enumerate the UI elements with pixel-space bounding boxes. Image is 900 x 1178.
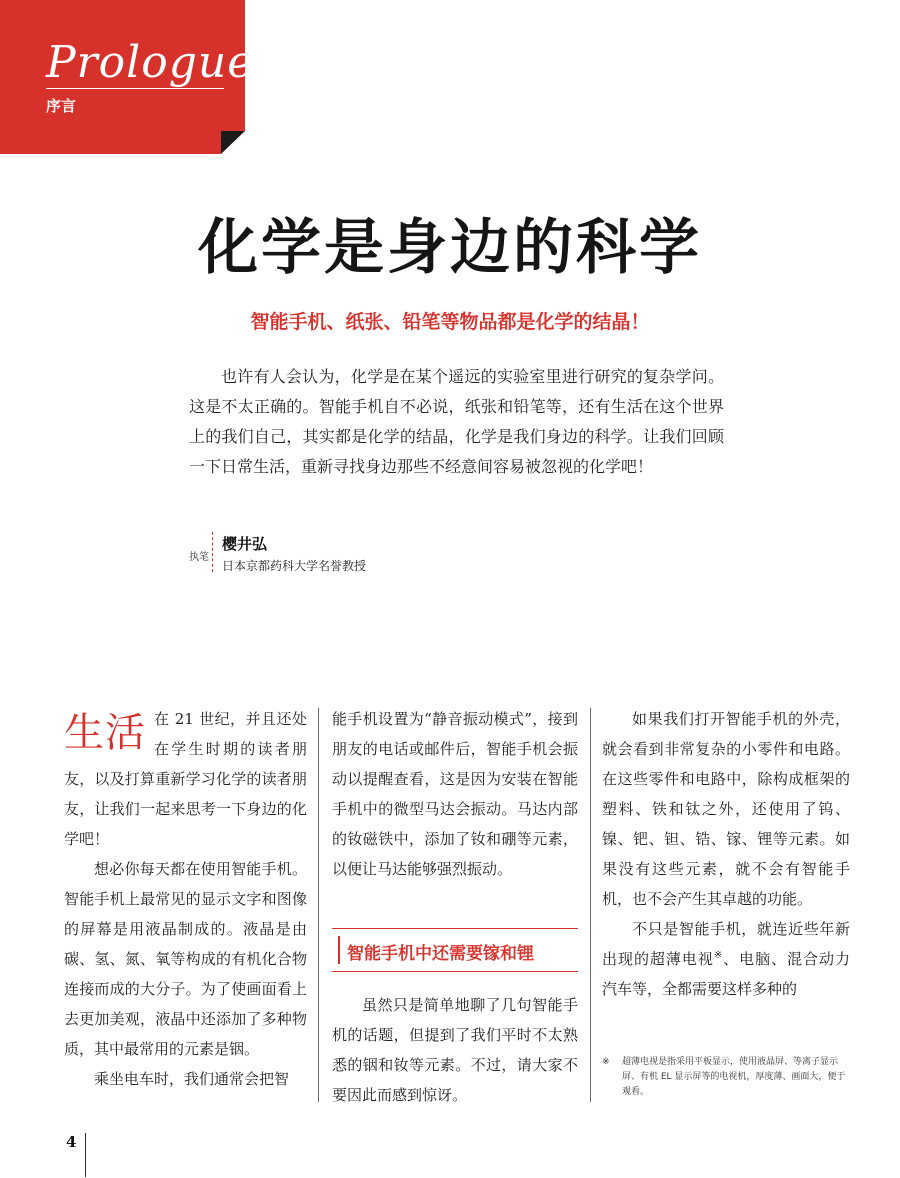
section-heading-text: 智能手机中还需要镓和锂 [347,944,534,964]
banner-fold [221,131,245,154]
body-paragraph: 想必你每天都在使用智能手机。智能手机上最常见的显示文字和图像的屏幕是用液晶制成的。液晶是由碳、氢、氮、氧等构成的有机化合物连接而成的大分子。为了使画面看上去更加美观，液晶中还添加了多种物质，其中最常用的元素是铟。 [64,860,307,1058]
body-column-1 [64,704,307,1094]
page-subtitle: 智能手机、纸张、铅笔等物品都是化学的结晶！ [250,311,650,333]
paragraph-text: 在 21 世纪，并且还处在学生时期的读者朋友，以及打算重新学习化学的读者朋友，让我们一起来思考一下身边的化学吧！ [64,710,307,848]
author-name: 樱井弘 [222,535,268,553]
drop-cap: 生活 [64,710,146,756]
body-paragraph [602,914,850,1004]
author-divider [212,532,213,572]
body-paragraph [64,704,307,854]
body-paragraph: 能手机设置为“静音振动模式”，接到朋友的电话或邮件后，智能手机会振动以提醒查看，这是因为安装在智能手机中的微型马达会振动。马达内部的钕磁铁中，添加了钕和硼等元素，以便让马达能够强烈振动。 [332,710,578,878]
heading-marker [338,936,340,964]
body-paragraph: 虽然只是简单地聊了几句智能手机的话题，但提到了我们平时不太熟悉的铟和钕等元素。不过，请大家不要因此而感到惊讶。 [332,996,578,1104]
column-divider [318,708,319,1102]
page-title: 化学是身边的科学 [198,213,702,283]
footnote-reference: ※ [713,950,724,961]
page-number: 4 [66,1133,77,1151]
intro-paragraph: 也许有人会认为，化学是在某个遥远的实验室里进行研究的复杂学问。这是不太正确的。智能手机自不必说，纸张和铅笔等，还有生活在这个世界上的我们自己，其实都是化学的结晶，化学是我们身边的科学。让我们回顾一下日常生活，重新寻找身边那些不经意间容易被忽视的化学吧！ [189,367,724,476]
footnote [602,1055,852,1100]
body-paragraph: 如果我们打开智能手机的外壳，就会看到非常复杂的小零件和电路。在这些零件和电路中，除构成框架的塑料、铁和钛之外，还使用了钨、镍、钯、钽、锆、镓、锂等元素。如果没有这些元素，就不会有智能手机，也不会产生其卓越的功能。 [602,710,850,908]
section-label-zh: 序言 [46,97,77,115]
body-column-2 [332,704,578,884]
paragraph-text: 不只是智能手机，就连近些年新出现的超薄电视 [602,920,850,968]
section-label-en: Prologue [46,37,255,88]
body-column-3 [602,704,850,1004]
section-heading [332,928,578,972]
body-paragraph: 乘坐电车时，我们通常会把智 [94,1070,290,1088]
section-label-rule [46,88,224,89]
paragraph-text: 、电脑、混合动力汽车等，全都需要这样多种的 [602,950,850,998]
footnote-mark: ※ [602,1057,610,1067]
body-column-2-lower [332,990,578,1110]
page-number-rule [85,1133,86,1177]
column-divider [590,708,591,1102]
footnote-text: 超薄电视是指采用平板显示，使用液晶屏、等离子显示屏、有机 EL 显示屏等的电视机，厚度薄、画面大，便于观看。 [622,1057,846,1097]
author-affiliation: 日本京都药科大学名誉教授 [222,559,367,573]
author-role: 执笔 [189,552,209,563]
